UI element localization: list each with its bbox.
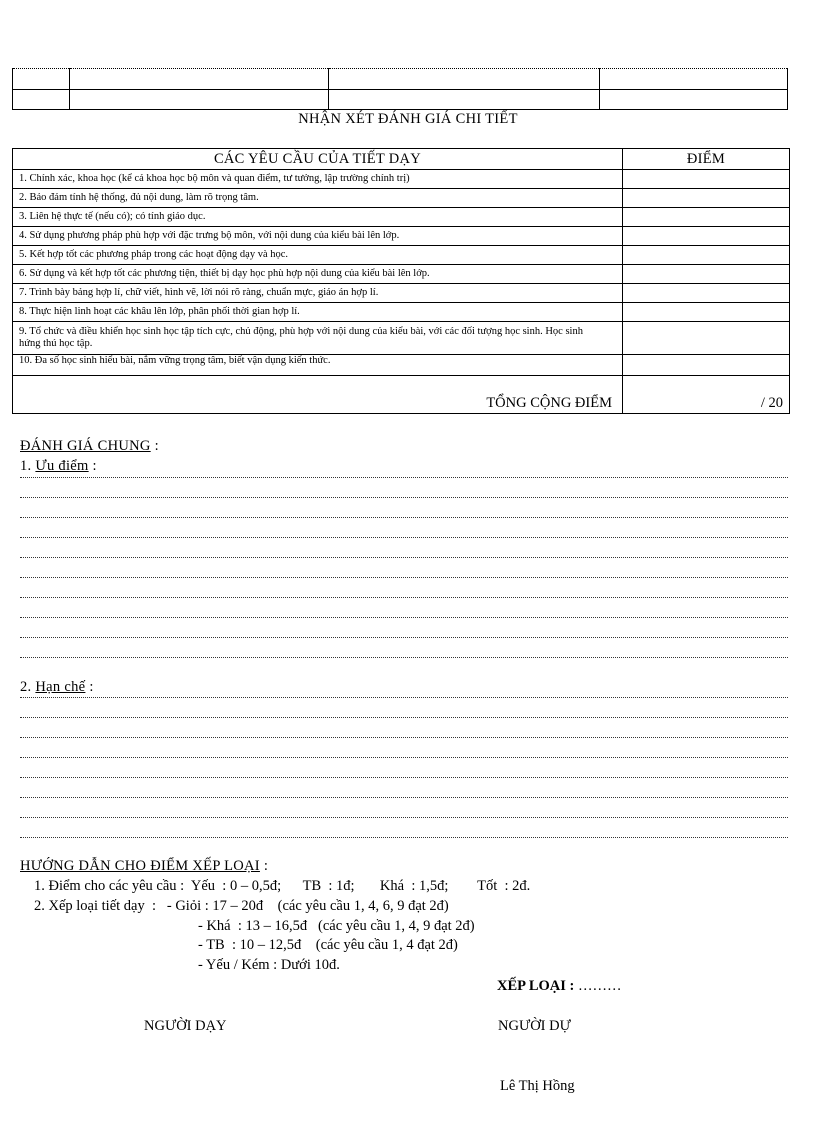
rating: XẾP LOẠI : ……… [497,978,622,994]
writing-line[interactable] [20,617,788,618]
header-cell [13,69,70,90]
total-label: TỔNG CỘNG ĐIỂM [13,376,623,414]
criterion-4: 4. Sử dụng phương pháp phù hợp với đặc trưng bộ môn, với nội dung của kiểu bài lên lớp. [13,227,623,246]
header-cell [600,69,788,90]
writing-line[interactable] [20,477,788,478]
writing-line[interactable] [20,697,788,698]
observer-signature-label: NGƯỜI DỰ [498,1018,571,1034]
teacher-signature-label: NGƯỜI DẠY [144,1018,227,1034]
page-title: NHẬN XÉT ĐÁNH GIÁ CHI TIẾT [298,111,518,127]
rating-value[interactable]: ……… [574,978,622,994]
guide-heading: HƯỚNG DẪN CHO ĐIỂM XẾP LOẠI : [20,858,269,874]
writing-line[interactable] [20,657,788,658]
header-cell [600,89,788,110]
writing-line[interactable] [20,817,788,818]
writing-line[interactable] [20,537,788,538]
score-header: ĐIỂM [623,149,790,170]
criterion-6: 6. Sử dụng và kết hợp tốt các phương tiện, thiết bị dạy học phù hợp nội dung của kiểu bài lên lớp. [13,265,623,284]
criterion-7: 7. Trình bày bảng hợp lí, chữ viết, hình vẽ, lời nói rõ ràng, chuẩn mực, giáo án hợp lí. [13,284,623,303]
score-cell[interactable] [623,208,790,227]
limitations-heading: 2. Hạn chế : [20,679,94,695]
guide-line-2: 2. Xếp loại tiết dạy : - Giỏi : 17 – 20đ (các yêu cầu 1, 4, 6, 9 đạt 2đ) [34,898,449,914]
criterion-5: 5. Kết hợp tốt các phương pháp trong các hoạt động dạy và học. [13,246,623,265]
score-cell[interactable] [623,322,790,355]
general-heading: ĐÁNH GIÁ CHUNG : [20,438,159,454]
criterion-3: 3. Liên hệ thực tế (nếu có); có tính giáo dục. [13,208,623,227]
writing-line[interactable] [20,497,788,498]
header-cell [70,89,329,110]
observer-name: Lê Thị Hồng [500,1078,575,1094]
score-cell[interactable] [623,246,790,265]
writing-line[interactable] [20,757,788,758]
header-cell [329,69,600,90]
writing-line[interactable] [20,737,788,738]
criterion-9: 9. Tổ chức và điều khiển học sinh học tập tích cực, chủ động, phù hợp với nội dung của kiểu bài, với các đối tượng học sinh. Học sinh hứng thú học tập. [13,322,623,355]
writing-line[interactable] [20,837,788,838]
criterion-10: 10. Đa số học sinh hiểu bài, nắm vững trọng tâm, biết vận dụng kiến thức. [13,355,623,376]
writing-line[interactable] [20,597,788,598]
header-info-table [12,68,788,110]
score-cell[interactable] [623,265,790,284]
header-cell [13,89,70,110]
total-score[interactable]: / 20 [623,376,790,414]
score-cell[interactable] [623,284,790,303]
criterion-2: 2. Bảo đảm tính hệ thống, đủ nội dung, làm rõ trọng tâm. [13,189,623,208]
writing-line[interactable] [20,637,788,638]
writing-line[interactable] [20,777,788,778]
guide-line-3: - Khá : 13 – 16,5đ (các yêu cầu 1, 4, 9 đạt 2đ) [198,918,475,934]
criteria-table [12,148,790,414]
header-cell [70,69,329,90]
writing-line[interactable] [20,557,788,558]
strengths-heading: 1. Ưu điểm : [20,458,97,474]
score-cell[interactable] [623,170,790,189]
score-cell[interactable] [623,189,790,208]
score-cell[interactable] [623,355,790,376]
criterion-8: 8. Thực hiện linh hoạt các khâu lên lớp, phân phối thời gian hợp lí. [13,303,623,322]
writing-line[interactable] [20,797,788,798]
requirements-header: CÁC YÊU CẦU CỦA TIẾT DẠY [13,149,623,170]
guide-line-4: - TB : 10 – 12,5đ (các yêu cầu 1, 4 đạt 2đ) [198,937,458,953]
header-cell [329,89,600,110]
guide-line-5: - Yếu / Kém : Dưới 10đ. [198,957,340,973]
criterion-1: 1. Chính xác, khoa học (kể cả khoa học bộ môn và quan điểm, tư tưởng, lập trường chính trị) [13,170,623,189]
writing-line[interactable] [20,577,788,578]
score-cell[interactable] [623,303,790,322]
writing-line[interactable] [20,517,788,518]
guide-line-1: 1. Điểm cho các yêu cầu : Yếu : 0 – 0,5đ; TB : 1đ; Khá : 1,5đ; Tốt : 2đ. [34,878,531,894]
writing-line[interactable] [20,717,788,718]
score-cell[interactable] [623,227,790,246]
